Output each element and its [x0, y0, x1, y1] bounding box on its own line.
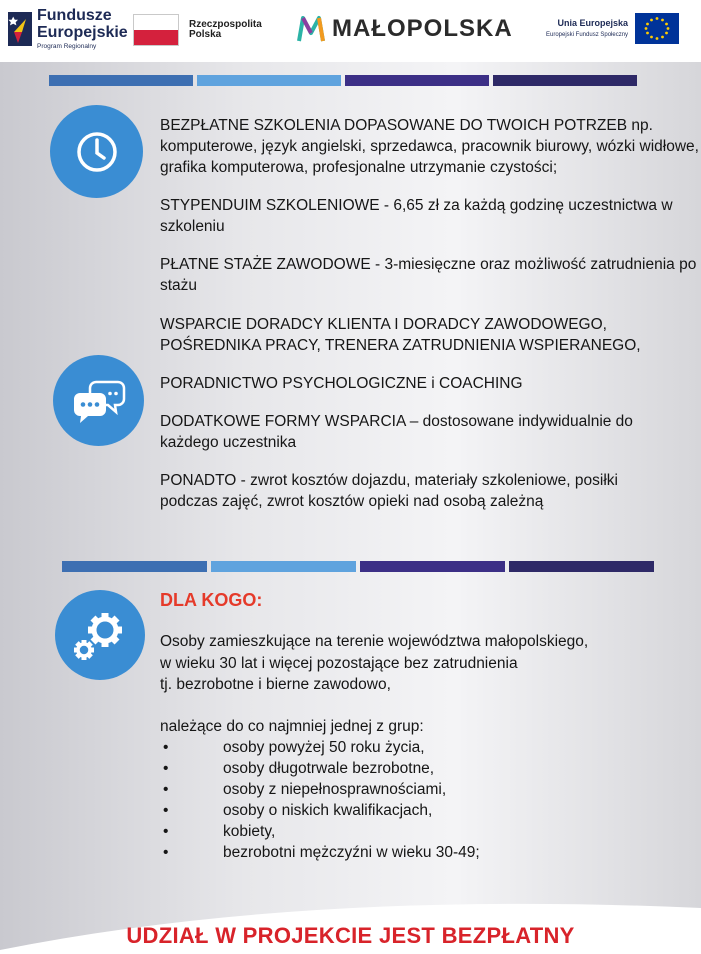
- clock-icon: [75, 130, 119, 174]
- gears-icon: [71, 608, 129, 662]
- fe-line1: Fundusze: [37, 7, 112, 24]
- benefit-item: PORADNICTWO PSYCHOLOGICZNE i COACHING: [160, 374, 523, 392]
- band-segment: [509, 561, 654, 572]
- gears-icon-circle: [55, 590, 145, 680]
- target-intro-line: w wieku 30 lat i więcej pozostające bez zatrudnienia: [160, 654, 518, 672]
- malopolska-m-icon: [296, 14, 326, 44]
- fe-sub: Program Regionalny: [37, 42, 97, 50]
- malopolska-logo: [296, 14, 513, 44]
- ue-sub: Europejski Fundusz Społeczny: [546, 31, 629, 38]
- free-participation-text: UDZIAŁ W PROJEKCIE JEST BEZPŁATNY: [126, 923, 575, 948]
- middle-color-band: [62, 561, 658, 572]
- benefit-item: PŁATNE STAŻE ZAWODOWE - 3-miesięczne oraz możliwość zatrudnienia po stażu: [160, 256, 697, 295]
- rzeczpospolita-logo: [133, 14, 262, 46]
- target-intro-line: tj. bezrobotne i bierne zawodowo,: [160, 675, 391, 693]
- group-intro: należące do co najmniej jednej z grup:: [160, 717, 424, 735]
- benefit-item: STYPENDUIM SZKOLENIOWE - 6,65 zł za każdą godzinę uczestnictwa w szkoleniu: [160, 197, 673, 236]
- chat-icon-circle: [53, 355, 144, 446]
- fe-line2: Europejskie: [37, 23, 128, 41]
- ue-line1: Unia Europejska: [557, 18, 629, 29]
- fundusze-europejskie-logo: [8, 8, 128, 50]
- list-item: • osoby długotrwale bezrobotne,: [163, 759, 435, 777]
- list-item: • osoby powyżej 50 roku życia,: [163, 738, 425, 756]
- benefit-item: PONADTO - zwrot kosztów dojazdu, materiały szkoleniowe, posiłki podczas zajęć, zwrot kosztów opieki nad osobą zależną: [160, 471, 618, 511]
- polish-flag-icon: [133, 14, 179, 46]
- benefit-item: DODATKOWE FORMY WSPARCIA – dostosowane indywidualnie do każdego uczestnika: [160, 412, 633, 451]
- malopolska-text: MAŁOPOLSKA: [332, 15, 513, 43]
- band-segment: [493, 75, 637, 86]
- band-segment: [62, 561, 207, 572]
- rp-line1: Rzeczpospolita: [189, 18, 262, 30]
- fe-star-icon: [8, 10, 32, 48]
- group-list: [160, 737, 690, 863]
- target-block: [160, 588, 690, 863]
- band-segment: [197, 75, 341, 86]
- band-segment: [49, 75, 193, 86]
- unia-europejska-logo: [546, 13, 679, 44]
- benefit-item: WSPARCIE DORADCY KLIENTA I DORADCY ZAWODOWEGO, POŚREDNIKA PRACY, TRENERA ZATRUDNIENIA WSPIERANEGO,: [160, 315, 641, 354]
- eu-flag-icon: [635, 13, 679, 44]
- logo-header: [0, 0, 701, 62]
- list-item: • osoby o niskich kwalifikacjach,: [163, 802, 433, 820]
- band-segment: [345, 75, 489, 86]
- rp-line2: Polska: [189, 29, 222, 40]
- target-heading: DLA KOGO:: [160, 590, 263, 610]
- target-intro-line: Osoby zamieszkujące na terenie województwa małopolskiego,: [160, 633, 589, 651]
- list-item: • osoby z niepełnosprawnościami,: [163, 780, 447, 798]
- benefit-item: BEZPŁATNE SZKOLENIA DOPASOWANE DO TWOICH POTRZEB np. komputerowe, język angielski, sprzedawca, pracownik biurowy, wózki widłowe, grafika komputerowa, profesjonalne utrzymanie czystości;: [160, 117, 699, 177]
- band-segment: [211, 561, 356, 572]
- clock-icon-circle: [50, 105, 143, 198]
- chat-bubbles-icon: [72, 378, 126, 424]
- benefits-block: [160, 115, 700, 529]
- list-item: • bezrobotni mężczyźni w wieku 30-49;: [163, 844, 480, 862]
- footer: [0, 900, 701, 954]
- band-segment: [360, 561, 505, 572]
- top-color-band: [49, 75, 641, 86]
- list-item: • kobiety,: [163, 823, 276, 841]
